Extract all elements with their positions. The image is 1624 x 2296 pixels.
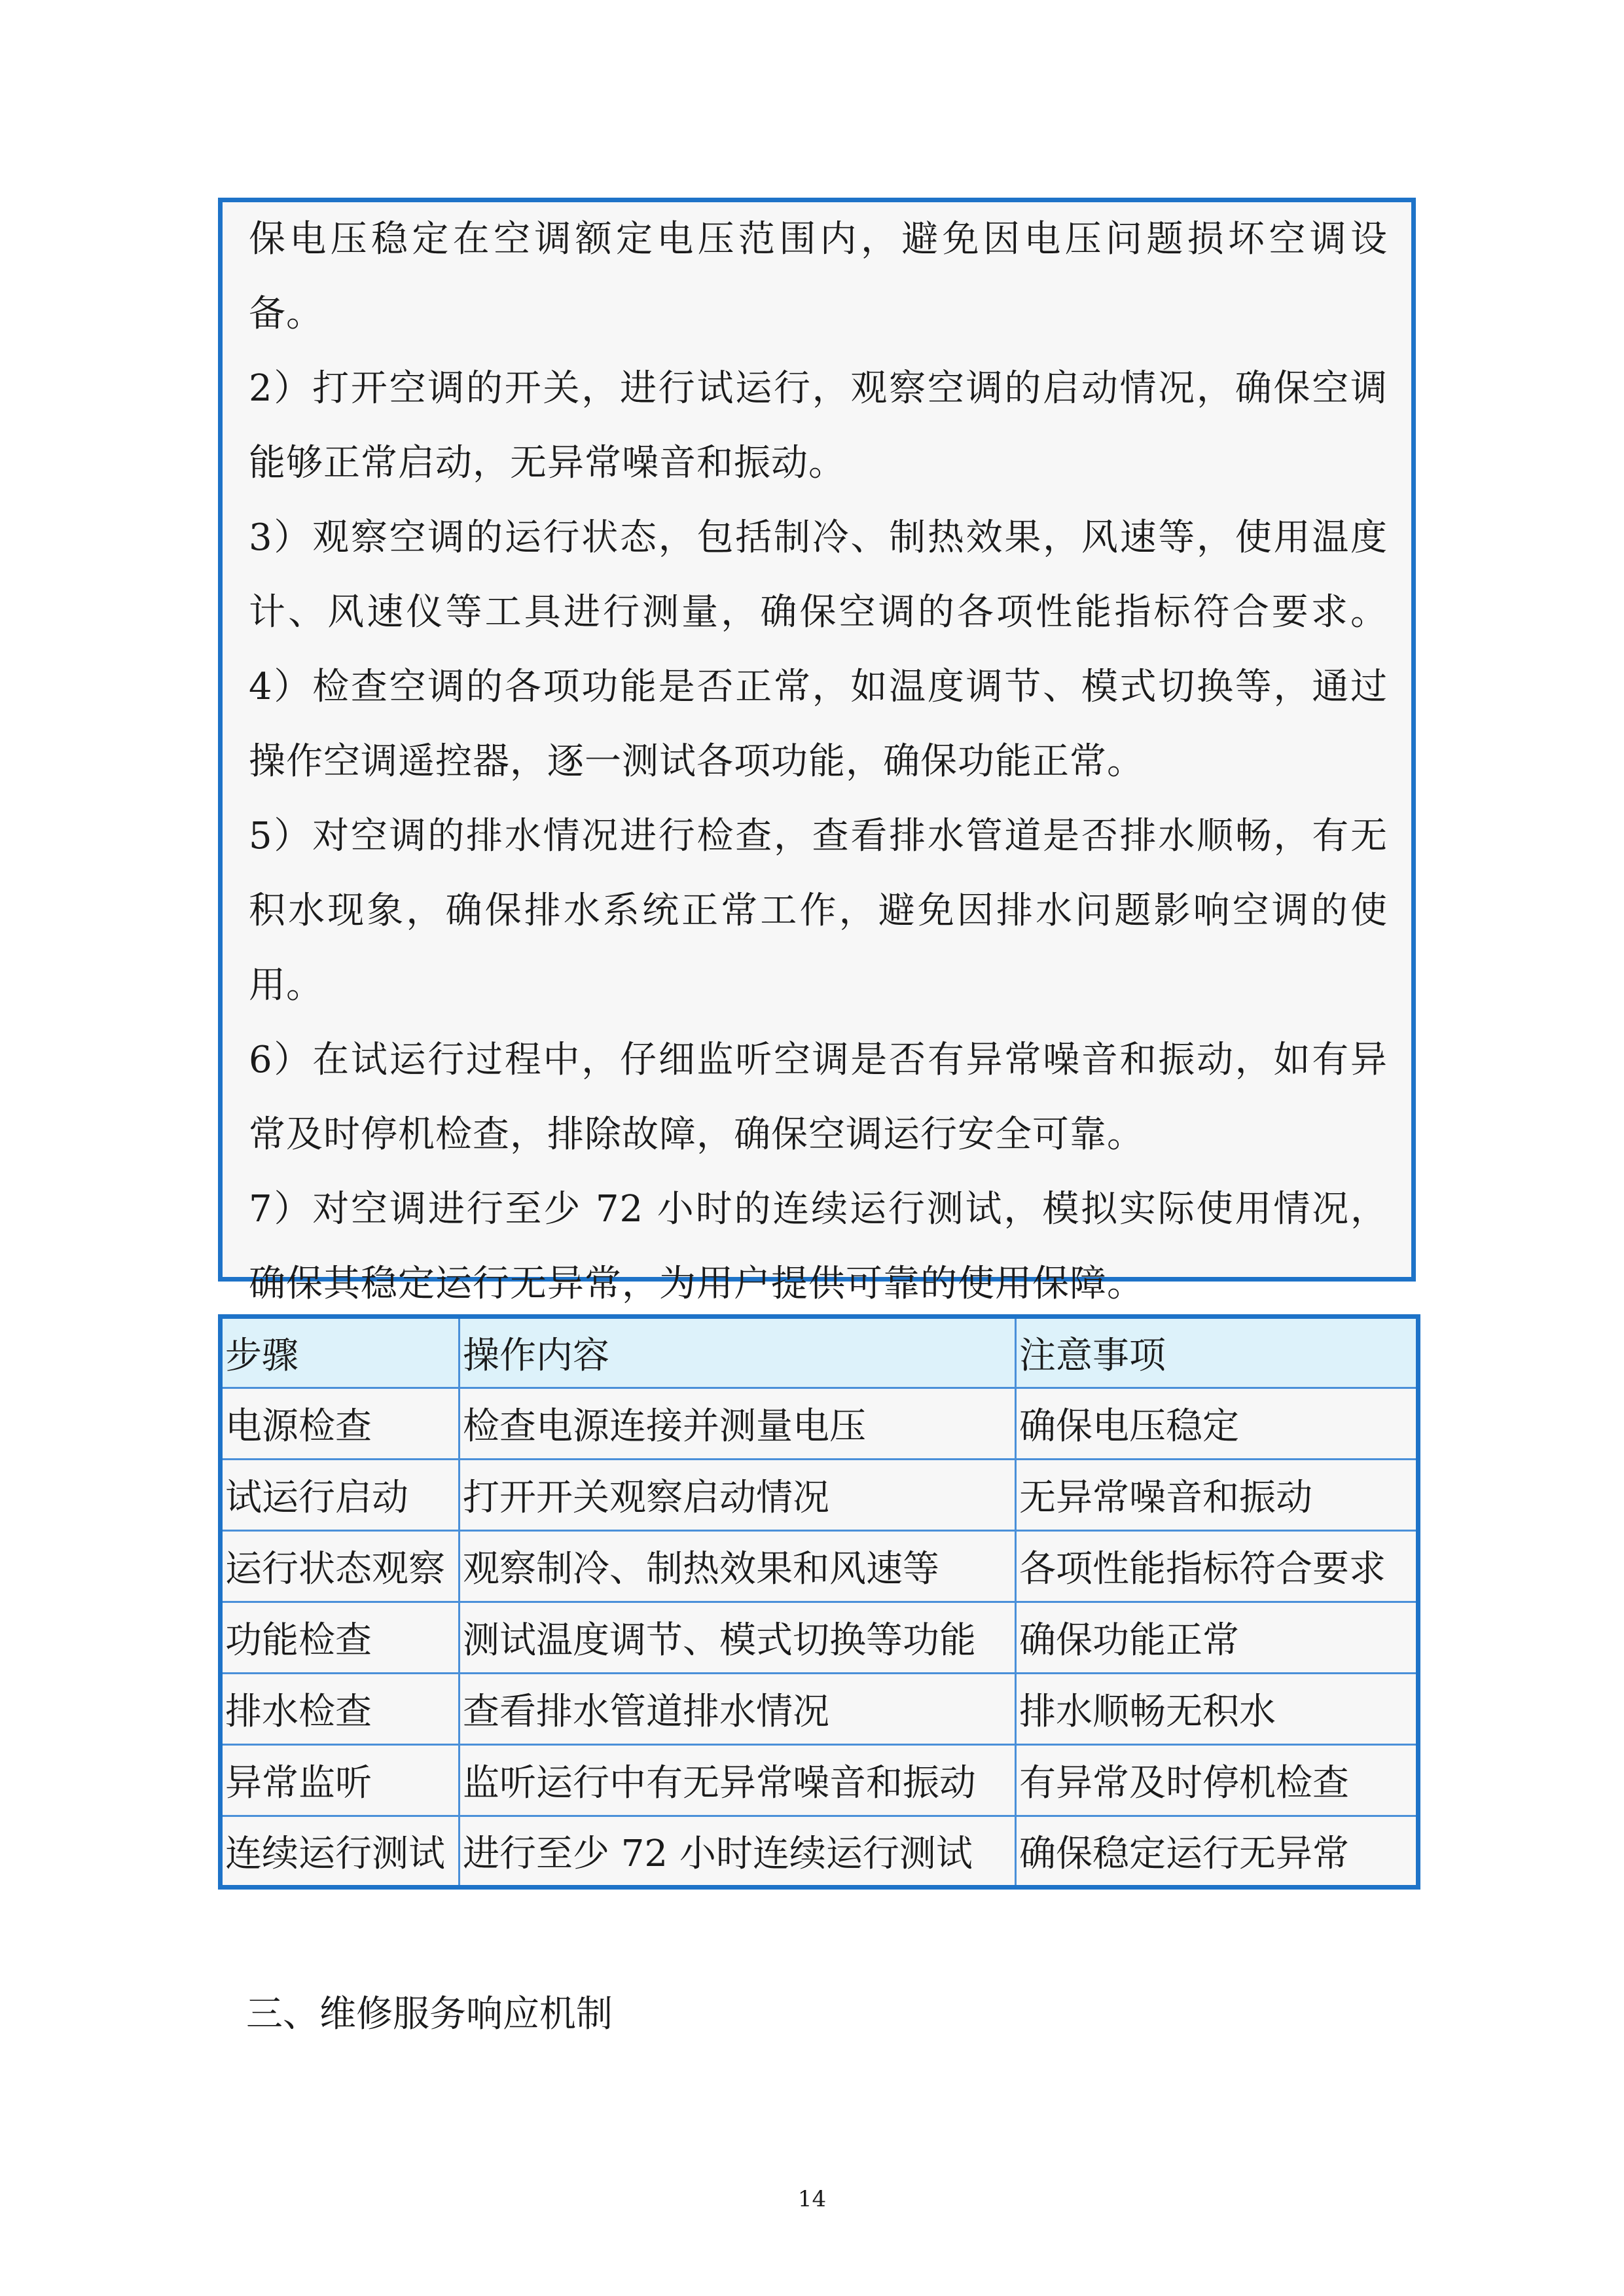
text-line: 备。 xyxy=(249,293,323,335)
table-header-row xyxy=(221,1317,1418,1388)
table-cell: 各项性能指标符合要求 xyxy=(1016,1531,1418,1602)
table-cell: 电源检查 xyxy=(221,1388,460,1460)
table-row xyxy=(221,1602,1418,1674)
text-line: 3）观察空调的运行状态，包括制冷、制热效果，风速等，使用温度 xyxy=(249,516,1388,559)
text-line: 4）检查空调的各项功能是否正常，如温度调节、模式切换等，通过 xyxy=(249,666,1388,708)
content-box xyxy=(218,198,1416,1305)
table-row xyxy=(221,1460,1418,1531)
table-cell: 进行至少 72 小时连续运行测试 xyxy=(460,1816,1016,1888)
paragraph-block xyxy=(249,202,1388,1321)
table-cell: 确保稳定运行无异常 xyxy=(1016,1816,1418,1888)
table-cell: 试运行启动 xyxy=(221,1460,460,1531)
text-line: 用。 xyxy=(249,964,323,1007)
page-number: 14 xyxy=(797,2186,827,2212)
table-cell: 异常监听 xyxy=(221,1745,460,1816)
text-line: 确保其稳定运行无异常，为用户提供可靠的使用保障。 xyxy=(249,1263,1144,1305)
table-cell: 排水检查 xyxy=(221,1674,460,1745)
table-cell: 无异常噪音和振动 xyxy=(1016,1460,1418,1531)
table-cell: 测试温度调节、模式切换等功能 xyxy=(460,1602,1016,1674)
table-cell: 检查电源连接并测量电压 xyxy=(460,1388,1016,1460)
table-cell: 确保功能正常 xyxy=(1016,1602,1418,1674)
table-row xyxy=(221,1531,1418,1602)
table-row xyxy=(221,1674,1418,1745)
header-cell-step: 步骤 xyxy=(221,1317,460,1388)
table-cell: 运行状态观察 xyxy=(221,1531,460,1602)
text-line: 积水现象，确保排水系统正常工作，避免因排水问题影响空调的使 xyxy=(249,889,1388,932)
text-line: 操作空调遥控器，逐一测试各项功能，确保功能正常。 xyxy=(249,740,1144,783)
table-cell: 查看排水管道排水情况 xyxy=(460,1674,1016,1745)
text-line: 常及时停机检查，排除故障，确保空调运行安全可靠。 xyxy=(249,1113,1144,1156)
text-line: 5）对空调的排水情况进行检查，查看排水管道是否排水顺畅，有无 xyxy=(249,815,1388,857)
text-line: 2）打开空调的开关，进行试运行，观察空调的启动情况，确保空调 xyxy=(249,367,1388,410)
text-line: 7）对空调进行至少 72 小时的连续运行测试，模拟实际使用情况， xyxy=(249,1188,1388,1230)
steps-table xyxy=(218,1314,1420,1890)
table-cell: 连续运行测试 xyxy=(221,1816,460,1888)
table-cell: 有异常及时停机检查 xyxy=(1016,1745,1418,1816)
table-cell: 确保电压稳定 xyxy=(1016,1388,1418,1460)
header-cell-notes: 注意事项 xyxy=(1016,1317,1418,1388)
table-cell: 监听运行中有无异常噪音和振动 xyxy=(460,1745,1016,1816)
text-line: 保电压稳定在空调额定电压范围内，避免因电压问题损坏空调设 xyxy=(249,218,1388,260)
text-line: 能够正常启动，无异常噪音和振动。 xyxy=(249,442,846,484)
section-heading: 三、维修服务响应机制 xyxy=(246,1993,613,2036)
table-row xyxy=(221,1816,1418,1888)
table-cell: 打开开关观察启动情况 xyxy=(460,1460,1016,1531)
table-cell: 排水顺畅无积水 xyxy=(1016,1674,1418,1745)
header-cell-operation: 操作内容 xyxy=(460,1317,1016,1388)
table-row xyxy=(221,1745,1418,1816)
table-row xyxy=(221,1388,1418,1460)
table-cell: 功能检查 xyxy=(221,1602,460,1674)
text-line: 6）在试运行过程中，仔细监听空调是否有异常噪音和振动，如有异 xyxy=(249,1039,1388,1081)
text-line: 计、风速仪等工具进行测量，确保空调的各项性能指标符合要求。 xyxy=(249,591,1388,634)
table-cell: 观察制冷、制热效果和风速等 xyxy=(460,1531,1016,1602)
